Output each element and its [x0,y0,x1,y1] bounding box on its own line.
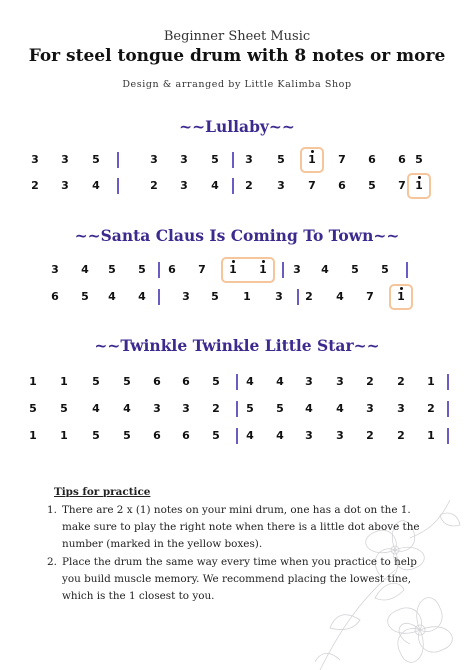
note: 1 [60,429,68,442]
note: 5 [212,375,220,388]
note: 3 [245,153,253,166]
bar-line [406,262,408,278]
notes-row [0,429,474,449]
tip-text: Place the drum the same way every time when you practice to help you build muscle memory. We recommend placing the lowest tine, which is the 1 closest to you. [62,556,417,602]
note: 7 [198,263,206,276]
note: 5 [246,402,254,415]
bar-line [158,262,160,278]
highlight-box [389,284,413,310]
notes-row [0,153,474,173]
note: 3 [336,375,344,388]
note: 6 [182,429,190,442]
tip-item [35,554,425,605]
note: 4 [138,290,146,303]
note: 5 [212,429,220,442]
page-title: For steel tongue drum with 8 notes or more [28,46,446,66]
note: 1 [391,290,411,304]
note: 2 [305,290,313,303]
note: 6 [398,153,406,166]
note: 4 [81,263,89,276]
highlight-box [407,173,431,199]
bar-line [236,401,238,417]
note: 5 [29,402,37,415]
note: 5 [381,263,389,276]
note: 2 [212,402,220,415]
highlight-box [300,147,324,173]
tip-number: 1. [47,504,57,516]
note: 6 [51,290,59,303]
song-title-lullaby: ~~Lullaby~~ [179,117,295,136]
note: 7 [308,179,316,192]
note: 4 [92,402,100,415]
note: 6 [182,375,190,388]
note: 2 [150,179,158,192]
bar-line [236,374,238,390]
note: 5 [92,153,100,166]
note: 4 [108,290,116,303]
note: 4 [276,429,284,442]
note: 2 [31,179,39,192]
bar-line [447,374,449,390]
highlight-box [221,257,275,283]
song-title-santa-claus: ~~Santa Claus Is Coming To Town~~ [74,226,400,245]
note: 5 [123,429,131,442]
note: 5 [108,263,116,276]
note: 2 [366,429,374,442]
note: 1 [409,179,429,193]
notes-row [0,402,474,422]
note: 5 [138,263,146,276]
note: 2 [397,375,405,388]
note: 3 [182,290,190,303]
notes-row [0,263,474,283]
note: 1 [60,375,68,388]
note: 5 [123,375,131,388]
note: 3 [61,153,69,166]
tip-number: 2. [47,556,57,568]
note: 3 [180,153,188,166]
note: 1 [427,429,435,442]
note: 5 [92,429,100,442]
note: 2 [245,179,253,192]
note: 5 [277,153,285,166]
bar-line [117,178,119,194]
song-title-twinkle: ~~Twinkle Twinkle Little Star~~ [94,336,380,355]
note: 3 [150,153,158,166]
tip-item [35,502,425,553]
note: 4 [123,402,131,415]
page-subtitle: Beginner Sheet Music [163,29,311,44]
note: 1 [29,429,37,442]
note: 3 [397,402,405,415]
note: 1 [253,263,273,277]
note: 6 [338,179,346,192]
note: 5 [211,153,219,166]
tips-section [35,484,425,605]
bar-line [236,428,238,444]
bar-line [232,178,234,194]
note: 4 [246,429,254,442]
note: 3 [293,263,301,276]
note: 1 [223,263,243,277]
note: 3 [51,263,59,276]
note: 2 [366,375,374,388]
note: 7 [366,290,374,303]
tips-heading: Tips for practice [54,486,151,498]
bar-line [282,262,284,278]
note: 2 [427,402,435,415]
note: 4 [305,402,313,415]
note: 3 [336,429,344,442]
note: 4 [276,375,284,388]
note: 3 [182,402,190,415]
note: 5 [415,153,423,166]
note: 3 [180,179,188,192]
bar-line [232,152,234,168]
note: 4 [211,179,219,192]
bar-line [447,428,449,444]
note: 5 [276,402,284,415]
note: 7 [338,153,346,166]
note: 7 [398,179,406,192]
note: 3 [366,402,374,415]
note: 6 [368,153,376,166]
note: 5 [368,179,376,192]
note: 4 [92,179,100,192]
note: 6 [168,263,176,276]
note: 1 [302,153,322,167]
note: 6 [153,429,161,442]
note: 5 [211,290,219,303]
credit-line: Design & arranged by Little Kalimba Shop [122,79,352,90]
notes-row [0,179,474,199]
note: 3 [61,179,69,192]
note: 5 [92,375,100,388]
notes-row [0,290,474,310]
bar-line [447,401,449,417]
note: 4 [246,375,254,388]
note: 3 [305,429,313,442]
note: 3 [305,375,313,388]
note: 5 [60,402,68,415]
note: 4 [321,263,329,276]
note: 4 [336,290,344,303]
bar-line [117,152,119,168]
note: 4 [336,402,344,415]
note: 3 [277,179,285,192]
bar-line [158,289,160,305]
note: 2 [397,429,405,442]
note: 3 [31,153,39,166]
note: 1 [243,290,251,303]
notes-row [0,375,474,395]
note: 1 [427,375,435,388]
note: 3 [153,402,161,415]
note: 5 [351,263,359,276]
note: 6 [153,375,161,388]
tip-text: There are 2 x (1) notes on your mini drum, one has a dot on the 1̇. make sure to play the right note when there is a little dot above the number (marked in the yellow boxes). [62,504,420,550]
note: 1 [29,375,37,388]
note: 5 [81,290,89,303]
note: 3 [275,290,283,303]
